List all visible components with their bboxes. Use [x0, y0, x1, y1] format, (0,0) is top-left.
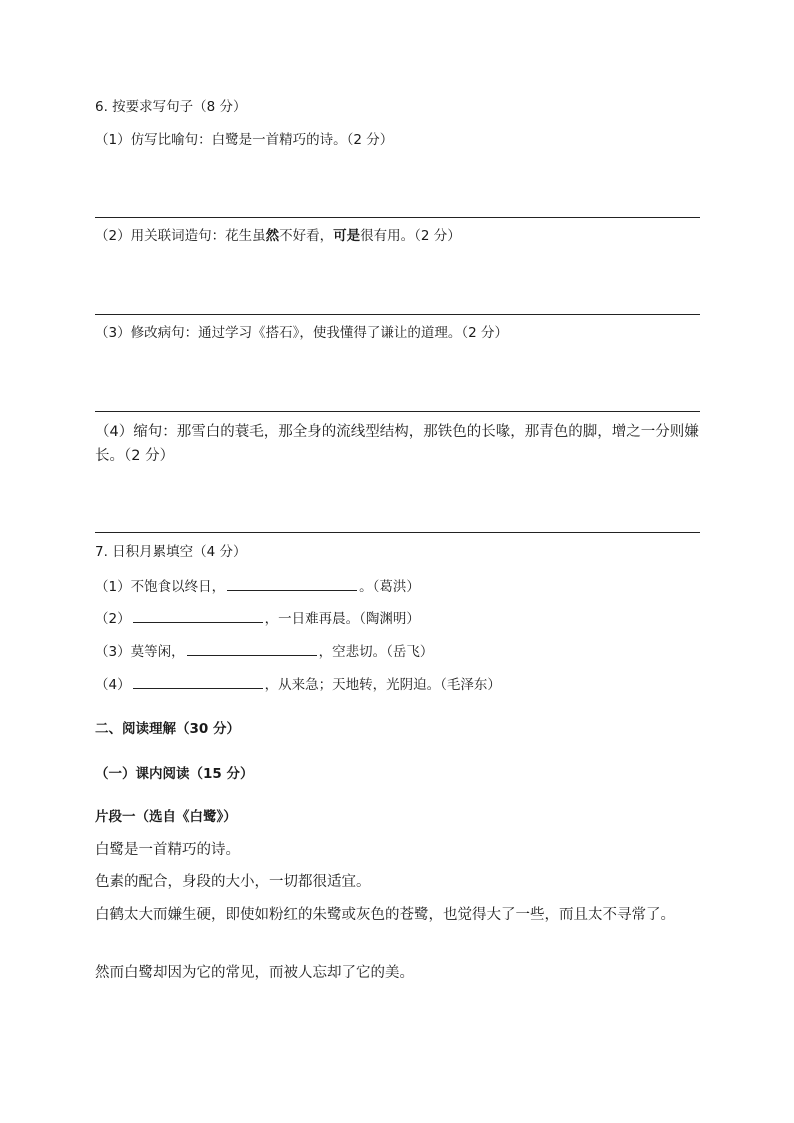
q7-3-after: ，空悲切。（岳飞） — [318, 644, 434, 660]
fill-blank-7-2[interactable] — [133, 608, 263, 623]
answer-line-6-3[interactable] — [95, 411, 700, 412]
excerpt-title: 片段一（选自《白鹭》） — [95, 809, 237, 825]
excerpt-paragraph: 白鹭是一首精巧的诗。 — [95, 842, 240, 858]
item-2-prefix: （2）用关联词造句：花生虽 — [95, 228, 266, 244]
fill-blank-7-4[interactable] — [133, 674, 263, 689]
q7-4-before: （4） — [95, 677, 131, 693]
fill-blank-7-1[interactable] — [227, 576, 357, 591]
question-7-item-3 — [95, 641, 433, 662]
item-2-mid: 不好看， — [279, 228, 334, 244]
item-2-bold-1: 然 — [265, 228, 280, 244]
section-2-subtitle: （一）课内阅读（15 分） — [95, 766, 254, 782]
question-6-title: 6. 按要求写句子（8 分） — [95, 99, 247, 115]
answer-line-6-4[interactable] — [95, 532, 700, 533]
question-7-title: 7. 日积月累填空（4 分） — [95, 544, 247, 560]
answer-line-6-1[interactable] — [95, 217, 700, 218]
answer-line-6-2[interactable] — [95, 314, 700, 315]
question-7-item-2 — [95, 608, 420, 629]
section-2-title: 二、阅读理解（30 分） — [95, 721, 240, 737]
item-2-bold-2: 可是 — [333, 228, 361, 244]
excerpt-paragraph: 然而白鹭却因为它的常见，而被人忘却了它的美。 — [95, 965, 414, 981]
question-7-item-4 — [95, 674, 501, 695]
q7-1-after: 。（葛洪） — [359, 579, 420, 595]
excerpt-paragraph: 色素的配合，身段的大小，一切都很适宜。 — [95, 874, 371, 890]
q7-1-before: （1）不饱食以终日， — [95, 579, 226, 595]
q7-3-before: （3）莫等闲， — [95, 644, 185, 660]
question-6-item-4: （4）缩句：那雪白的蓑毛，那全身的流线型结构，那铁色的长喙，那青色的脚，增之一分则嫌长。（2 分） — [95, 424, 699, 464]
fill-blank-7-3[interactable] — [187, 641, 317, 656]
item-2-suffix: 很有用。（2 分） — [360, 228, 461, 244]
question-6-item-3: （3）修改病句：通过学习《搭石》，使我懂得了谦让的道理。（2 分） — [95, 325, 508, 341]
question-6-item-1: （1）仿写比喻句：白鹭是一首精巧的诗。（2 分） — [95, 132, 394, 148]
excerpt-paragraph: 白鹤太大而嫌生硬，即使如粉红的朱鹭或灰色的苍鹭，也觉得大了一些，而且太不寻常了。 — [95, 907, 675, 923]
q7-2-before: （2） — [95, 611, 131, 627]
question-7-item-1 — [95, 576, 420, 597]
q7-2-after: ，一日难再晨。（陶渊明） — [264, 611, 420, 627]
q7-4-after: ，从来急；天地转，光阴迫。（毛泽东） — [264, 677, 501, 693]
question-6-item-2 — [95, 226, 461, 246]
